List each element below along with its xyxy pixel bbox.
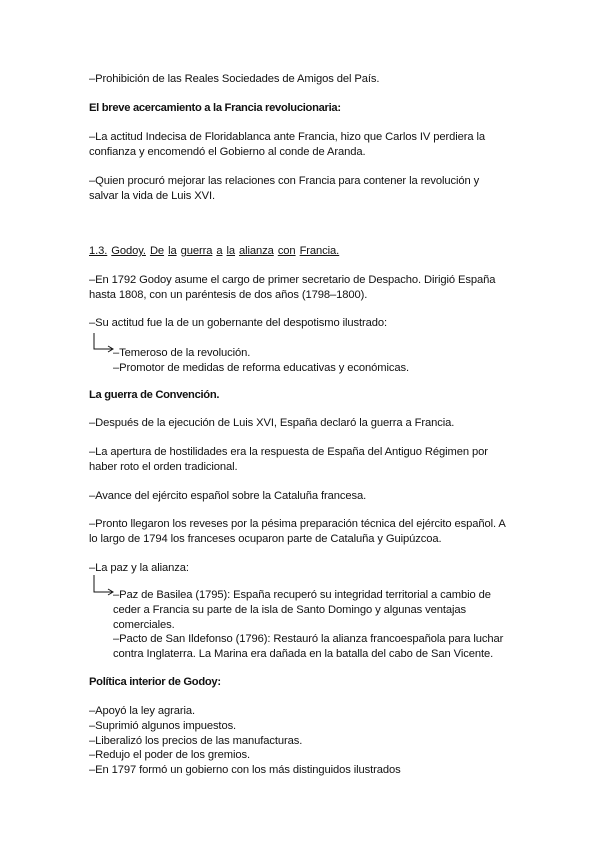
heading-godoy-word: guerra <box>180 245 213 257</box>
guerra-sub-4: –Pacto de San Ildefonso (1796): Restauró la alianza francoespañola para luchar <box>113 633 504 645</box>
heading-godoy-word: Francia. <box>299 245 340 257</box>
guerra-p4-line2: lo largo de 1794 los franceses ocuparon parte de Cataluña y Guipúzcoa. <box>89 533 442 545</box>
heading-godoy-word: Godoy. <box>111 245 146 257</box>
guerra-p3: –Avance del ejército español sobre la Cataluña francesa. <box>89 490 367 502</box>
francia-p1-line2: confianza y encomendó el Gobierno al conde de Aranda. <box>89 146 366 158</box>
guerra-p2-line1: –La apertura de hostilidades era la respuesta de España del Antiguo Régimen por <box>89 446 488 458</box>
heading-godoy <box>89 244 339 258</box>
heading-godoy-word: con <box>277 245 296 257</box>
godoy-p2: –Su actitud fue la de un gobernante del despotismo ilustrado: <box>89 317 388 329</box>
guerra-p5: –La paz y la alianza: <box>89 562 189 574</box>
godoy-p1-line2: hasta 1808, con un paréntesis de dos años (1798–1800). <box>89 289 368 301</box>
interior-item-2: –Suprimió algunos impuestos. <box>89 720 237 732</box>
heading-francia: El breve acercamiento a la Francia revolucionaria: <box>89 102 341 114</box>
heading-guerra: La guerra de Convención. <box>89 389 220 401</box>
guerra-sub-3: comerciales. <box>113 619 175 631</box>
heading-godoy-word: la <box>226 245 236 257</box>
interior-item-5: –En 1797 formó un gobierno con los más distinguidos ilustrados <box>89 764 401 776</box>
interior-item-3: –Liberalizó los precios de las manufacturas. <box>89 735 303 747</box>
guerra-sub-5: contra Inglaterra. La Marina era dañada en la batalla del cabo de San Vicente. <box>113 648 494 660</box>
heading-godoy-word: la <box>168 245 177 257</box>
guerra-p2-line2: haber roto el orden tradicional. <box>89 461 238 473</box>
heading-interior: Política interior de Godoy: <box>89 676 221 688</box>
francia-p2-line1: –Quien procuró mejorar las relaciones con Francia para contener la revolución y <box>89 175 480 187</box>
francia-p2-line2: salvar la vida de Luis XVI. <box>89 190 216 202</box>
intro-item: –Prohibición de las Reales Sociedades de Amigos del País. <box>89 73 380 85</box>
francia-p1-line1: –La actitud Indecisa de Floridablanca ante Francia, hizo que Carlos IV perdiera la <box>89 131 486 143</box>
guerra-sub-2: ceder a Francia su parte de la isla de Santo Domingo y algunas ventajas <box>113 604 466 616</box>
godoy-sub-2: –Promotor de medidas de reforma educativas y económicas. <box>113 362 409 374</box>
godoy-p1-line1: –En 1792 Godoy asume el cargo de primer secretario de Despacho. Dirigió España <box>89 274 496 286</box>
heading-godoy-word: De <box>149 245 165 257</box>
guerra-p4-line1: –Pronto llegaron los reveses por la pésima preparación técnica del ejército español. A <box>89 518 506 530</box>
heading-godoy-word: alianza <box>239 245 274 257</box>
interior-item-4: –Redujo el poder de los gremios. <box>89 749 250 761</box>
heading-godoy-word: a <box>216 245 223 257</box>
guerra-p1: –Después de la ejecución de Luis XVI, España declaró la guerra a Francia. <box>89 417 455 429</box>
guerra-sub-1: –Paz de Basilea (1795): España recuperó su integridad territorial a cambio de <box>113 589 491 601</box>
interior-item-1: –Apoyó la ley agraria. <box>89 705 196 717</box>
heading-godoy-number: 1.3. <box>89 245 108 257</box>
godoy-sub-1: –Temeroso de la revolución. <box>113 347 251 359</box>
